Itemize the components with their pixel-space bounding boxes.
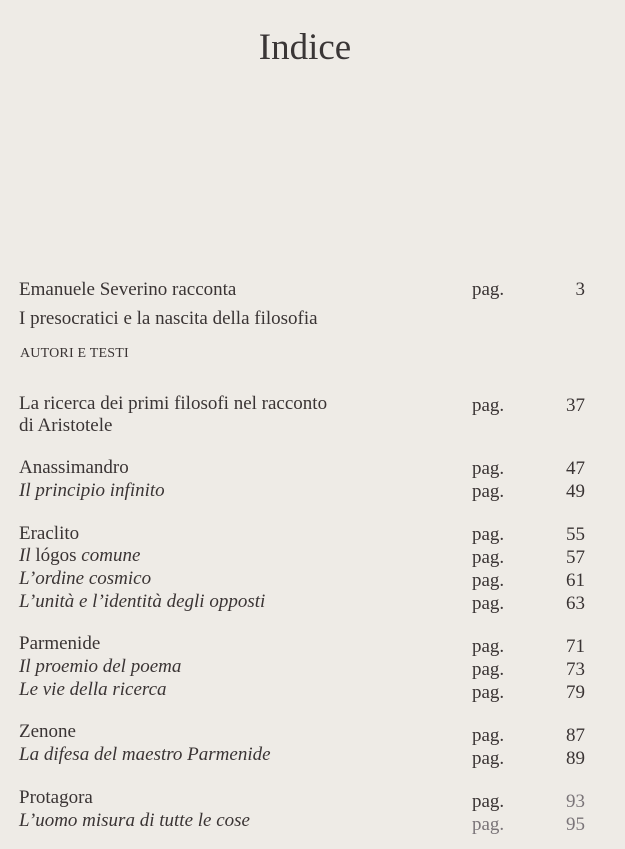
toc-aristotele-line1: La ricerca dei primi filosofi nel racconto [19,393,328,414]
toc-text: L’unità e l’identità degli opposti [19,591,266,612]
title-part: Il [19,545,36,566]
page-number: 93 [566,791,585,812]
page-number: 49 [566,481,585,502]
pag-label: pag. [472,636,505,657]
toc-aristotele-line2: di Aristotele [19,415,113,436]
toc-text [19,544,140,567]
page-number: 89 [566,748,585,769]
pag-label: pag. [472,659,505,680]
page-number: 47 [566,458,585,479]
toc-author: Eraclito [19,523,80,544]
page-number: 3 [575,279,585,300]
toc-text: La difesa del maestro Parmenide [19,744,271,765]
toc-text: Il proemio del poema [19,656,182,677]
toc-text: Il principio infinito [19,480,165,501]
page-number: 57 [566,547,585,568]
toc-text: Le vie della ricerca [19,679,167,700]
page-title: Indice [258,27,352,68]
page-number: 79 [566,682,585,703]
toc-intro-line1: Emanuele Severino racconta [19,279,237,300]
title-part: lógos [35,545,77,566]
pag-label: pag. [472,593,505,614]
toc-text: L’uomo misura di tutte le cose [19,810,250,831]
pag-label: pag. [472,725,505,746]
page-number: 55 [566,524,585,545]
pag-label: pag. [472,481,505,502]
page-number: 95 [566,814,585,835]
pag-label: pag. [472,279,505,300]
toc-author: Anassimandro [19,457,129,478]
toc-intro-line2: I presocratici e la nascita della filosofia [19,308,318,329]
pag-label: pag. [472,814,505,835]
title-part: comune [76,545,141,566]
pag-label: pag. [472,570,505,591]
page-number: 71 [566,636,585,657]
page-number: 73 [566,659,585,680]
pag-label: pag. [472,458,505,479]
page-number: 63 [566,593,585,614]
toc-author: Parmenide [19,633,101,654]
toc-text: L’ordine cosmico [19,568,152,589]
toc-author: Protagora [19,787,93,808]
toc-author: Zenone [19,721,76,742]
pag-label: pag. [472,682,505,703]
page-number: 87 [566,725,585,746]
pag-label: pag. [472,395,505,416]
page-number: 61 [566,570,585,591]
pag-label: pag. [472,791,505,812]
section-heading: AUTORI E TESTI [20,346,129,361]
page-number: 37 [566,395,585,416]
pag-label: pag. [472,748,505,769]
pag-label: pag. [472,524,505,545]
pag-label: pag. [472,547,505,568]
